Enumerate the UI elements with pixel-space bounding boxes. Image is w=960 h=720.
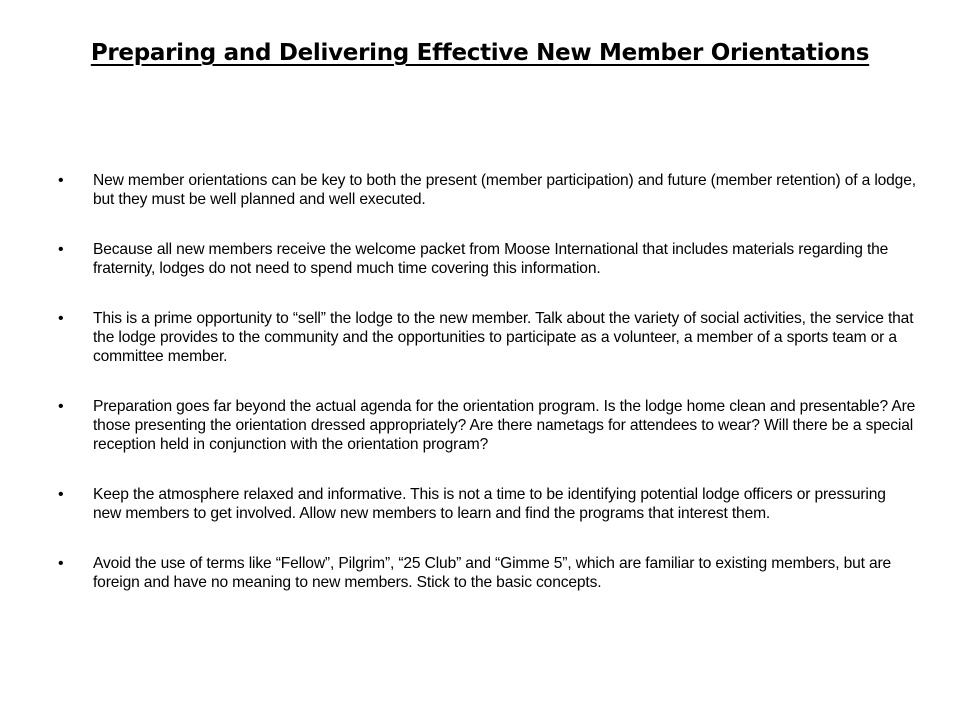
- bullet-text: Keep the atmosphere relaxed and informative. This is not a time to be identifying potential lodge officers or pressuring new members to get involved. Allow new members to learn and find the programs that interest them.: [93, 486, 886, 522]
- bullet-icon: •: [58, 486, 64, 503]
- bullet-text: Avoid the use of terms like “Fellow”, Pilgrim”, “25 Club” and “Gimme 5”, which are familiar to existing members, but are foreign and have no meaning to new members. Stick to the basic concepts.: [93, 555, 892, 591]
- bullet-text: Because all new members receive the welcome packet from Moose International that includes materials regarding the fraternity, lodges do not need to spend much time covering this information.: [93, 241, 889, 277]
- bullet-item: [58, 397, 918, 454]
- bullet-item: [58, 309, 918, 366]
- bullet-text: New member orientations can be key to both the present (member participation) and future (member retention) of a lodge, but they must be well planned and well executed.: [93, 172, 916, 208]
- bullet-item: [58, 554, 918, 592]
- bullet-item: [58, 485, 918, 523]
- bullet-icon: •: [58, 398, 64, 415]
- bullet-text: This is a prime opportunity to “sell” the lodge to the new member. Talk about the variety of social activities, the service that the lodge provides to the community and the opportunities to participate as a volunteer, a member of a sports team or a committee member.: [93, 310, 914, 365]
- bullet-icon: •: [58, 172, 64, 189]
- bullet-text: Preparation goes far beyond the actual agenda for the orientation program. Is the lodge home clean and presentable? Are those presenting the orientation dressed appropriately? Are there nametags for attendees to wear? Will there be a special reception held in conjunction with the orientation program?: [93, 398, 916, 453]
- bullet-icon: •: [58, 555, 64, 572]
- bullet-icon: •: [58, 310, 64, 327]
- bullet-list: [58, 171, 918, 592]
- bullet-icon: •: [58, 241, 64, 258]
- bullet-item: [58, 240, 918, 278]
- slide-title: Preparing and Delivering Effective New Member Orientations: [90, 40, 870, 66]
- bullet-item: [58, 171, 918, 209]
